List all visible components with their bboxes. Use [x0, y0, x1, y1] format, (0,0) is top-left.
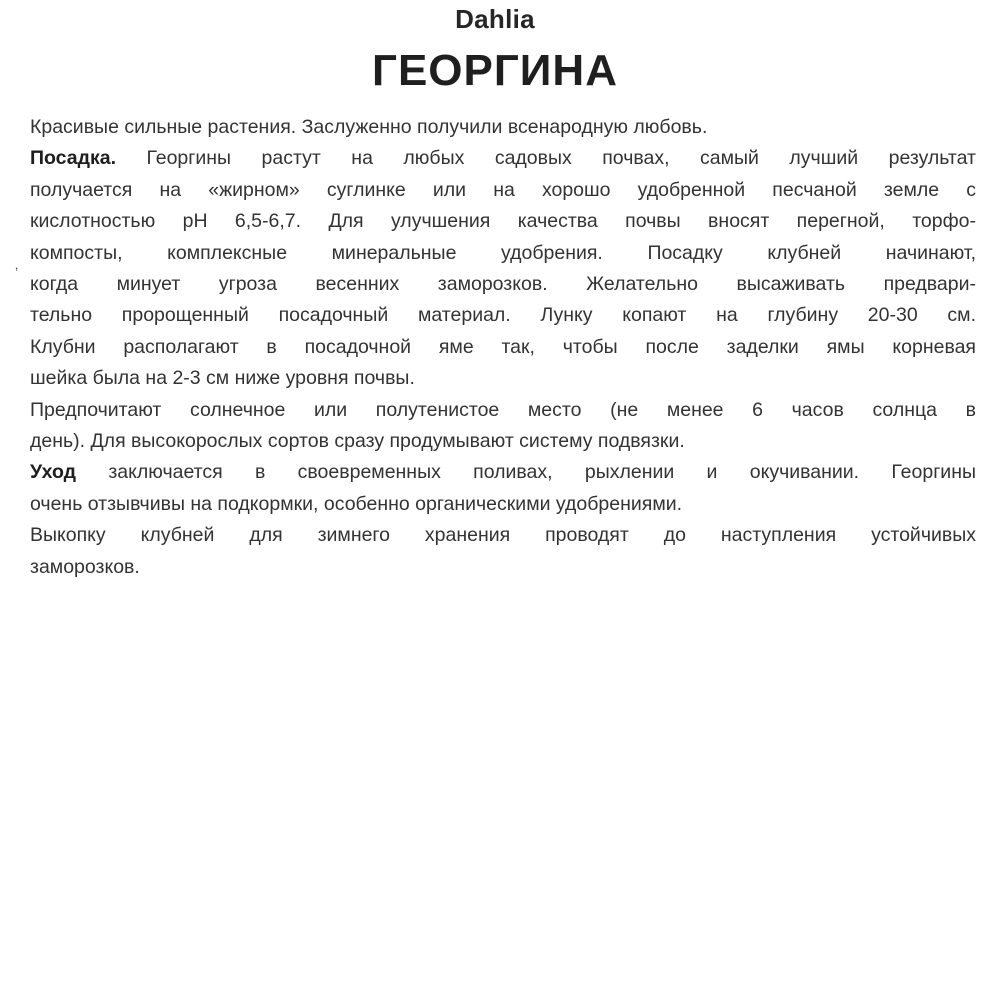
planting-line-2: получается на «жирном» суглинке или на хорошо удобренной песчаной земле с — [30, 178, 976, 201]
planting-line-6: тельно пророщенный посадочный материал. Лунку копают на глубину 20-30 см. — [30, 304, 976, 327]
planting-line-1 — [30, 143, 976, 174]
care-line-2: очень отзывчивы на подкормки, особенно органическими удобрениями. — [30, 492, 683, 515]
care-label: Уход — [30, 461, 77, 484]
planting-line-4: компосты, комплексные минеральные удобрения. Посадку клубней начинают, — [30, 241, 976, 264]
care-text: заключается в своевременных поливах, рыхлении и окучивании. Георгины — [76, 461, 976, 484]
planting-line-3: кислотностью рН 6,5-6,7. Для улучшения качества почвы вносят перегной, торфо- — [30, 210, 976, 233]
light-line-1: Предпочитают солнечное или полутенистое место (не менее 6 часов солнца в — [30, 398, 976, 421]
digging-line-1: Выкопку клубней для зимнего хранения проводят до наступления устойчивых — [30, 524, 976, 547]
intro-paragraph: Красивые сильные растения. Заслуженно получили всенародную любовь. — [30, 116, 708, 138]
planting-line-8: шейка была на 2-3 см ниже уровня почвы. — [30, 367, 415, 390]
light-line-2: день). Для высокорослых сортов сразу продумывают систему подвязки. — [30, 429, 685, 452]
scan-mark: ‚ — [15, 256, 19, 272]
page-title-text: ГЕОРГИНА — [372, 46, 618, 95]
document-body — [30, 112, 976, 583]
planting-line-7: Клубни располагают в посадочной яме так, чтобы после заделки ямы корневая — [30, 335, 976, 358]
page-title — [0, 46, 1000, 96]
digging-line-2: заморозков. — [30, 555, 140, 578]
planting-line-5: когда минует угроза весенних заморозков. Желательно высаживать предвари- — [30, 272, 976, 295]
planting-label: Посадка. — [30, 147, 116, 170]
latin-name — [0, 4, 1000, 35]
care-line-1 — [30, 457, 976, 488]
planting-text: Георгины растут на любых садовых почвах, самый лучший результат — [116, 147, 976, 170]
latin-name-text: Dahlia — [455, 4, 535, 34]
